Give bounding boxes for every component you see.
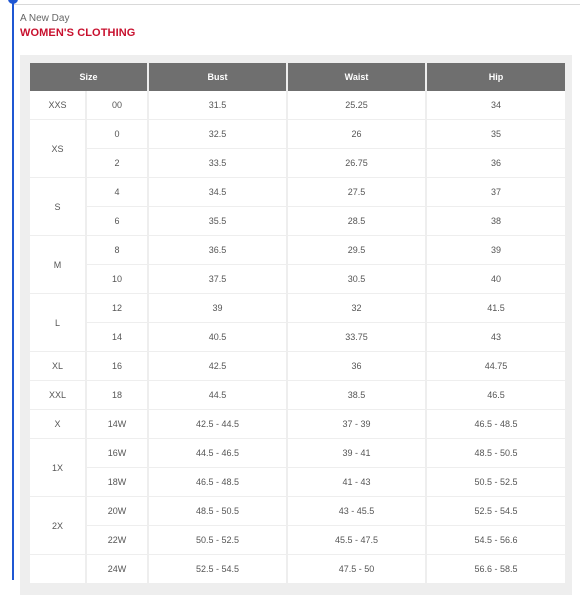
bust-cell: 52.5 - 54.5: [149, 555, 286, 584]
bust-cell: 44.5 - 46.5: [149, 439, 286, 468]
column-header-bust: Bust: [149, 63, 286, 91]
bust-cell: 50.5 - 52.5: [149, 526, 286, 555]
table-row: [30, 120, 565, 149]
waist-cell: 36: [288, 352, 425, 381]
waist-cell: 43 - 45.5: [288, 497, 425, 526]
hip-cell: 34: [427, 91, 565, 120]
table-body: [30, 91, 565, 584]
size-label-cell: XL: [30, 352, 85, 381]
bust-cell: 39: [149, 294, 286, 323]
waist-cell: 32: [288, 294, 425, 323]
waist-cell: 45.5 - 47.5: [288, 526, 425, 555]
bust-cell: 34.5: [149, 178, 286, 207]
hip-cell: 38: [427, 207, 565, 236]
size-label-cell: 1X: [30, 439, 85, 497]
hip-cell: 39: [427, 236, 565, 265]
hip-cell: 50.5 - 52.5: [427, 468, 565, 497]
table-row: [30, 207, 565, 236]
number-cell: 16W: [87, 439, 147, 468]
waist-cell: 30.5: [288, 265, 425, 294]
table-row: [30, 468, 565, 497]
hip-cell: 46.5 - 48.5: [427, 410, 565, 439]
waist-cell: 29.5: [288, 236, 425, 265]
waist-cell: 41 - 43: [288, 468, 425, 497]
number-cell: 18: [87, 381, 147, 410]
waist-cell: 27.5: [288, 178, 425, 207]
hip-cell: 35: [427, 120, 565, 149]
waist-cell: 28.5: [288, 207, 425, 236]
waist-cell: 26.75: [288, 149, 425, 178]
timeline-line: [12, 0, 14, 580]
bust-cell: 40.5: [149, 323, 286, 352]
size-label-cell: 2X: [30, 497, 85, 555]
number-cell: 8: [87, 236, 147, 265]
hip-cell: 44.75: [427, 352, 565, 381]
size-label-cell: X: [30, 410, 85, 439]
bust-cell: 42.5 - 44.5: [149, 410, 286, 439]
number-cell: 2: [87, 149, 147, 178]
size-chart-heading: WOMEN'S CLOTHING: [20, 27, 136, 39]
table-row: [30, 323, 565, 352]
table-row: [30, 526, 565, 555]
bust-cell: 31.5: [149, 91, 286, 120]
table-row: [30, 352, 565, 381]
number-cell: 18W: [87, 468, 147, 497]
hip-cell: 54.5 - 56.6: [427, 526, 565, 555]
number-cell: 14W: [87, 410, 147, 439]
hip-cell: 48.5 - 50.5: [427, 439, 565, 468]
hip-cell: 43: [427, 323, 565, 352]
bust-cell: 48.5 - 50.5: [149, 497, 286, 526]
hip-cell: 36: [427, 149, 565, 178]
waist-cell: 39 - 41: [288, 439, 425, 468]
table-row: [30, 91, 565, 120]
number-cell: 16: [87, 352, 147, 381]
bust-cell: 44.5: [149, 381, 286, 410]
waist-cell: 37 - 39: [288, 410, 425, 439]
size-chart-table: [28, 63, 567, 584]
column-header-hip: Hip: [427, 63, 565, 91]
number-cell: 24W: [87, 555, 147, 584]
table-row: [30, 149, 565, 178]
table-row: [30, 381, 565, 410]
waist-cell: 25.25: [288, 91, 425, 120]
size-label-cell: XS: [30, 120, 85, 178]
hip-cell: 37: [427, 178, 565, 207]
top-divider: [12, 4, 580, 5]
size-label-cell: XXS: [30, 91, 85, 120]
brand-name: A New Day: [20, 13, 70, 24]
table-row: [30, 294, 565, 323]
table-header-row: [30, 63, 565, 91]
table-row: [30, 410, 565, 439]
bust-cell: 42.5: [149, 352, 286, 381]
number-cell: 10: [87, 265, 147, 294]
table-row: [30, 236, 565, 265]
hip-cell: 41.5: [427, 294, 565, 323]
waist-cell: 26: [288, 120, 425, 149]
size-label-cell: XXL: [30, 381, 85, 410]
number-cell: 6: [87, 207, 147, 236]
hip-cell: 56.6 - 58.5: [427, 555, 565, 584]
number-cell: 4: [87, 178, 147, 207]
hip-cell: 52.5 - 54.5: [427, 497, 565, 526]
bust-cell: 36.5: [149, 236, 286, 265]
number-cell: 14: [87, 323, 147, 352]
size-label-cell: S: [30, 178, 85, 236]
number-cell: 20W: [87, 497, 147, 526]
waist-cell: 33.75: [288, 323, 425, 352]
waist-cell: 47.5 - 50: [288, 555, 425, 584]
column-header-waist: Waist: [288, 63, 425, 91]
bust-cell: 37.5: [149, 265, 286, 294]
column-header-size: Size: [30, 63, 147, 91]
bust-cell: 32.5: [149, 120, 286, 149]
bust-cell: 35.5: [149, 207, 286, 236]
table-row: [30, 178, 565, 207]
size-label-cell: M: [30, 236, 85, 294]
bust-cell: 33.5: [149, 149, 286, 178]
table-row: [30, 439, 565, 468]
table-row: [30, 265, 565, 294]
size-label-cell: L: [30, 294, 85, 352]
number-cell: 22W: [87, 526, 147, 555]
waist-cell: 38.5: [288, 381, 425, 410]
number-cell: 00: [87, 91, 147, 120]
bust-cell: 46.5 - 48.5: [149, 468, 286, 497]
number-cell: 0: [87, 120, 147, 149]
table-row: [30, 497, 565, 526]
number-cell: 12: [87, 294, 147, 323]
hip-cell: 46.5: [427, 381, 565, 410]
hip-cell: 40: [427, 265, 565, 294]
